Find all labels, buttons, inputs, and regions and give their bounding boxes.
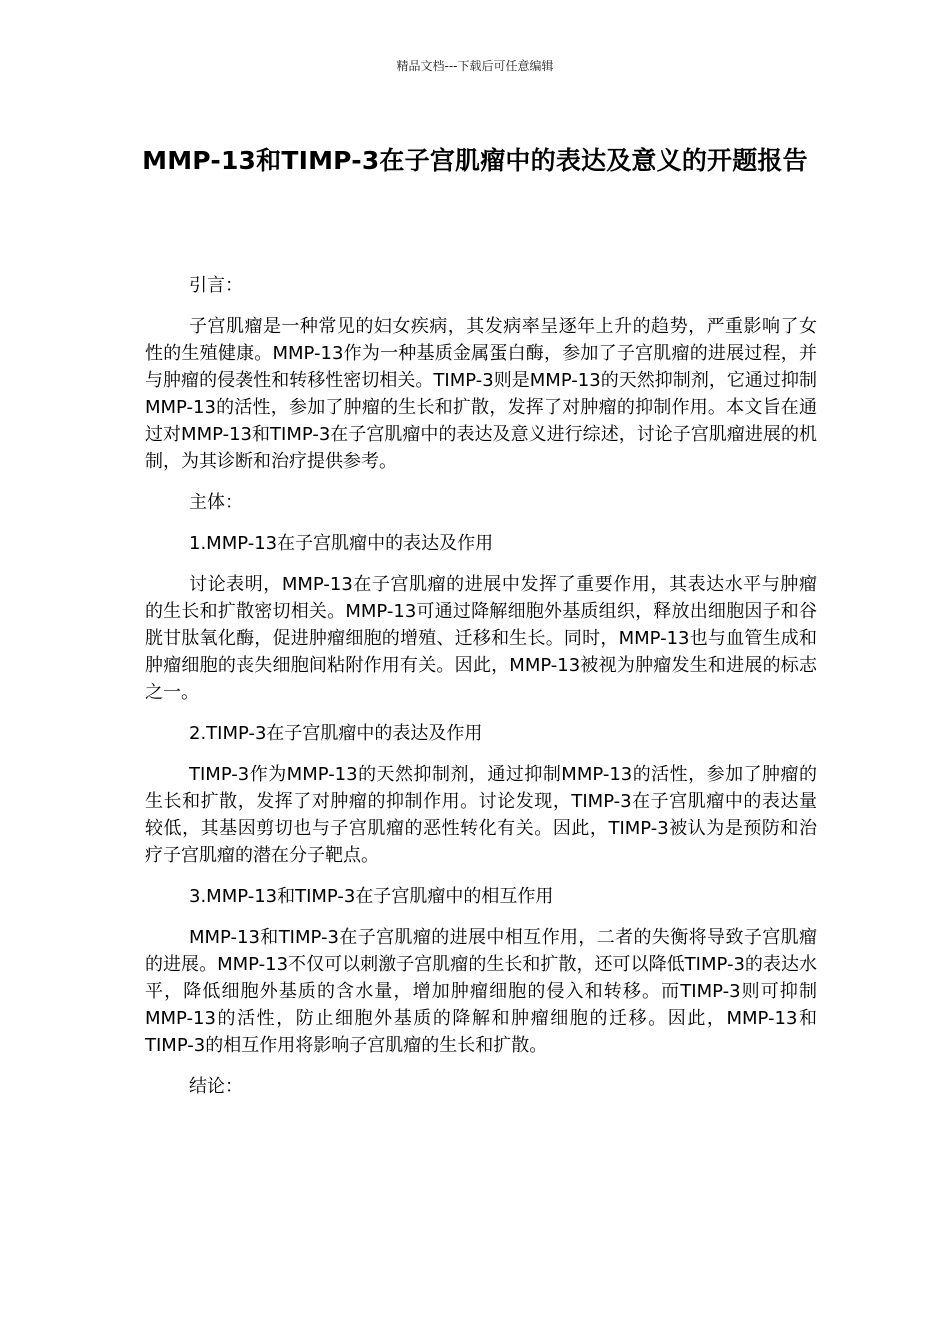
header-note: 精品文档---下载后可任意编辑	[396, 59, 554, 73]
section-3-paragraph: MMP-13和TIMP-3在子宫肌瘤的进展中相互作用，二者的失衡将导致子宫肌瘤的进展。MMP-13不仅可以刺激子宫肌瘤的生长和扩散，还可以降低TIMP-3的表达水平，降低细胞外基质的含水量，增加肿瘤细胞的侵入和转移。而TIMP-3则可抑制MMP-13的活性，防止细胞外基质的降解和肿瘤细胞的迁移。因此，MMP-13和TIMP-3的相互作用将影响子宫肌瘤的生长和扩散。	[145, 927, 817, 1056]
document-body	[145, 272, 817, 1114]
section-1-paragraph: 讨论表明，MMP-13在子宫肌瘤的进展中发挥了重要作用，其表达水平与肿瘤的生长和扩散密切相关。MMP-13可通过降解细胞外基质组织，释放出细胞因子和谷胱甘肽氧化酶，促进肿瘤细胞的增殖、迁移和生长。同时，MMP-13也与血管生成和肿瘤细胞的丧失细胞间粘附作用有关。因此，MMP-13被视为肿瘤发生和进展的标志之一。	[145, 574, 817, 703]
conclusion-heading: 结论：	[189, 1076, 243, 1097]
intro-heading: 引言：	[189, 275, 243, 296]
section-3-heading: 3.MMP-13和TIMP-3在子宫肌瘤中的相互作用	[189, 886, 554, 907]
section-1-heading: 1.MMP-13在子宫肌瘤中的表达及作用	[189, 533, 494, 554]
main-heading: 主体：	[189, 492, 243, 513]
section-2-paragraph: TIMP-3作为MMP-13的天然抑制剂，通过抑制MMP-13的活性，参加了肿瘤的生长和扩散，发挥了对肿瘤的抑制作用。讨论发现，TIMP-3在子宫肌瘤中的表达量较低，其基因剪切也与子宫肌瘤的恶性转化有关。因此，TIMP-3被认为是预防和治疗子宫肌瘤的潜在分子靶点。	[145, 764, 817, 866]
document-title: MMP-13和TIMP-3在子宫肌瘤中的表达及意义的开题报告	[142, 146, 808, 175]
intro-paragraph: 子宫肌瘤是一种常见的妇女疾病，其发病率呈逐年上升的趋势，严重影响了女性的生殖健康。MMP-13作为一种基质金属蛋白酶，参加了子宫肌瘤的进展过程，并与肿瘤的侵袭性和转移性密切相关。TIMP-3则是MMP-13的天然抑制剂，它通过抑制MMP-13的活性，参加了肿瘤的生长和扩散，发挥了对肿瘤的抑制作用。本文旨在通过对MMP-13和TIMP-3在子宫肌瘤中的表达及意义进行综述，讨论子宫肌瘤进展的机制，为其诊断和治疗提供参考。	[145, 316, 817, 472]
section-2-heading: 2.TIMP-3在子宫肌瘤中的表达及作用	[189, 723, 483, 744]
